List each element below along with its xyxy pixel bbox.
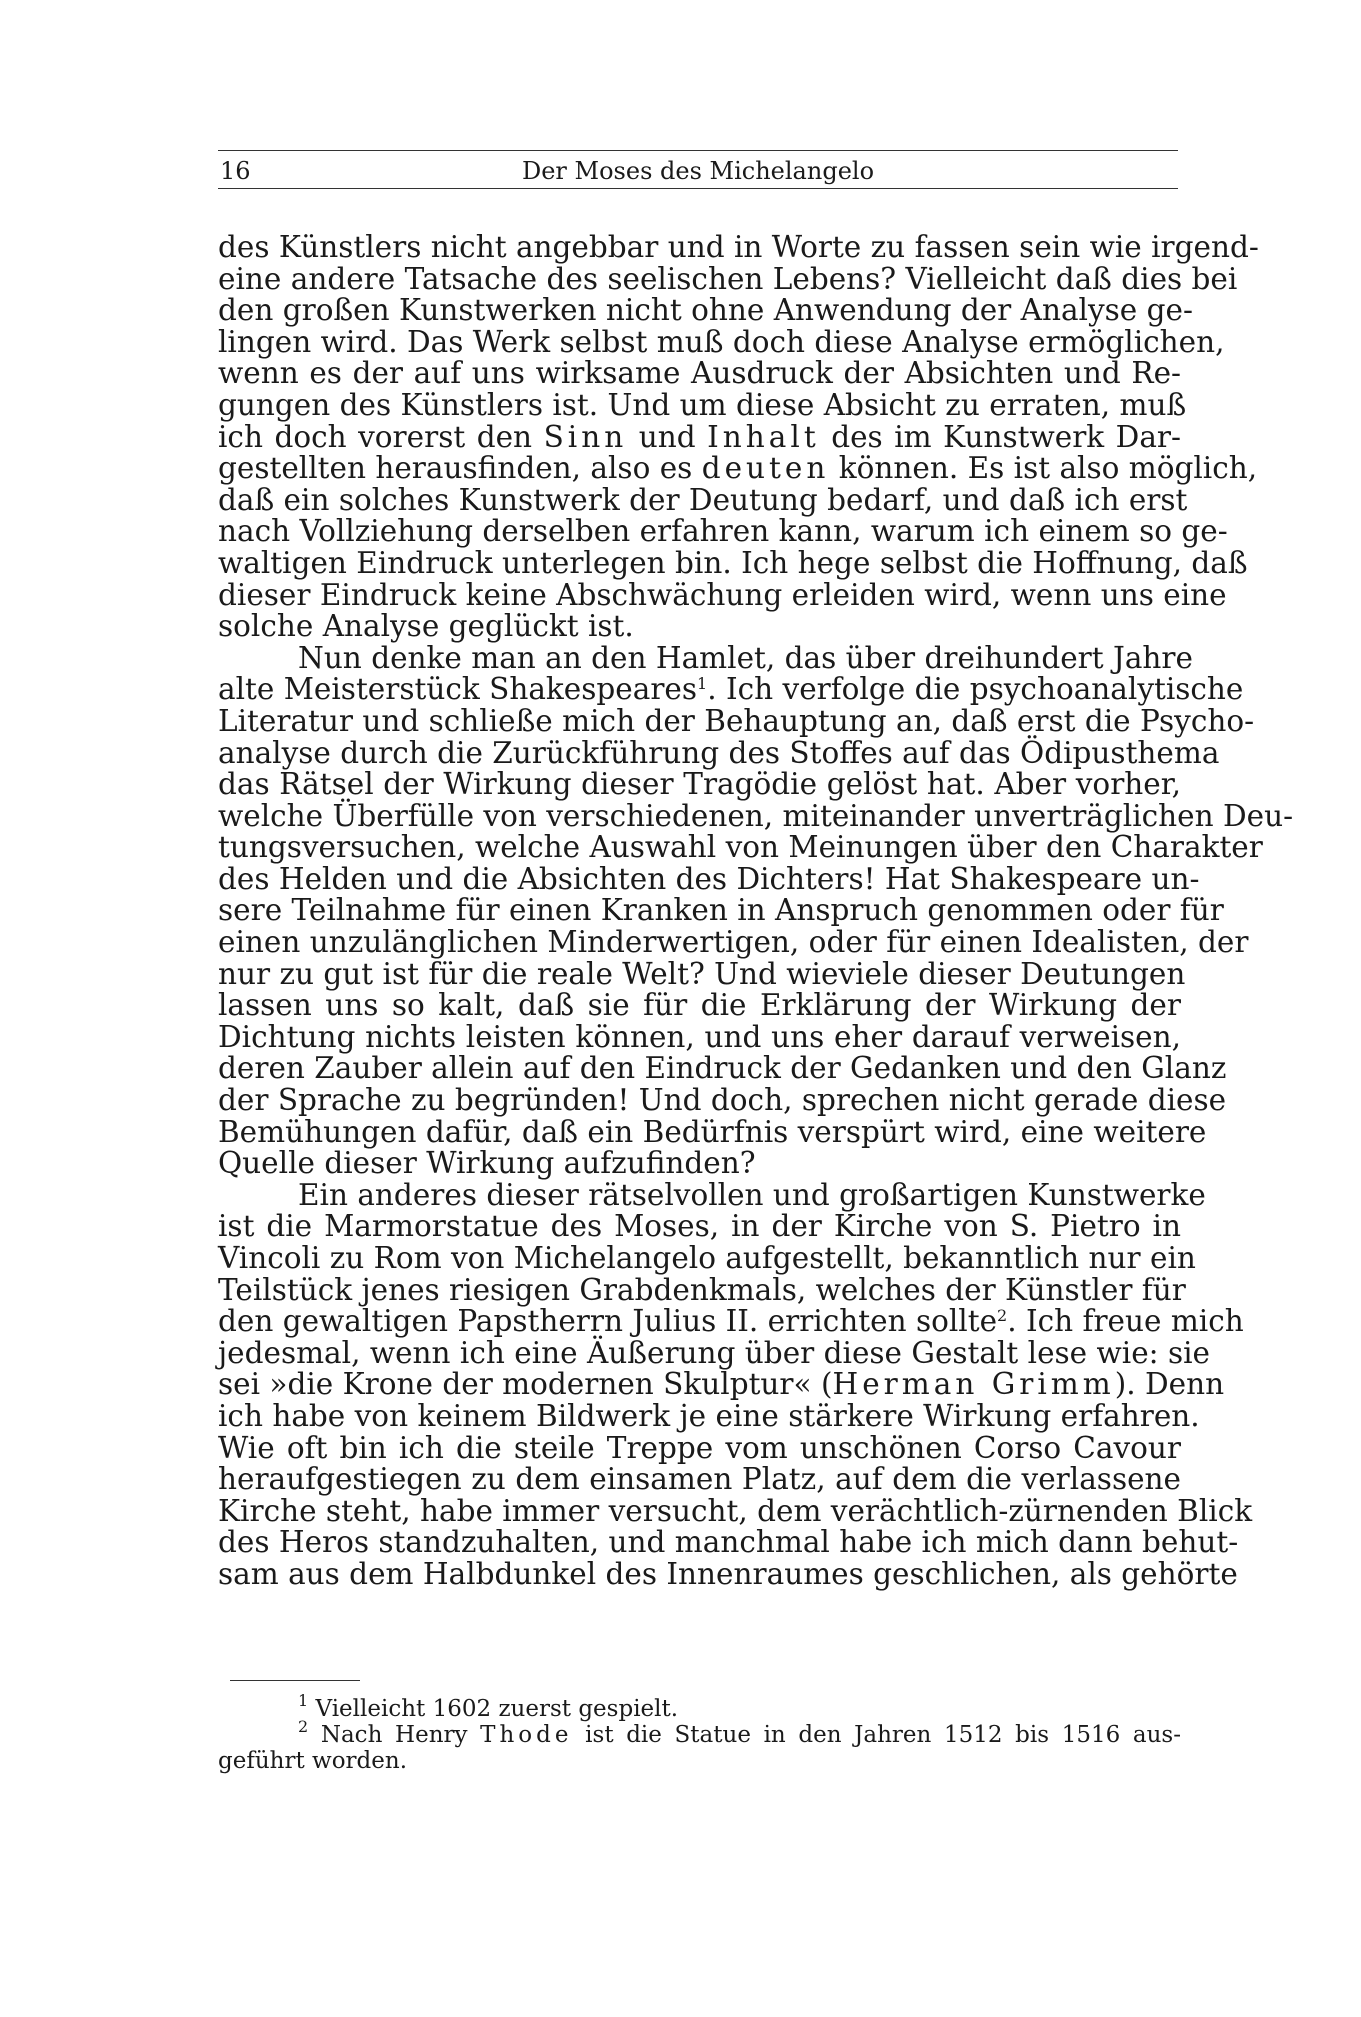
text-line: sere Teilnahme für einen Kranken in Anspruch genommen oder für (218, 893, 1224, 928)
text-line: eine andere Tatsache des seelischen Lebens? Vielleicht daß dies bei (218, 261, 1238, 296)
text-line: gestellten herausfinden, also es deuten können. Es ist also möglich, (218, 451, 1258, 486)
text-line: nach Vollziehung derselben erfahren kann, warum ich einem so ge- (218, 514, 1228, 549)
body-text (218, 230, 1294, 1591)
text-line: Nun denke man an den Hamlet, das über dreihundert Jahre (298, 640, 1193, 675)
text-line: welche Überfülle von verschiedenen, miteinander unverträglichen Deu- (218, 798, 1294, 833)
text-line: alte Meisterstück Shakespeares$^1$. Ich verfolge die psychoanalytische (218, 672, 1244, 707)
text-line: das Rätsel der Wirkung dieser Tragödie gelöst hat. Aber vorher, (218, 767, 1181, 802)
text-line: daß ein solches Kunstwerk der Deutung bedarf, und daß ich erst (218, 482, 1188, 517)
emphasis-deuten: deuten (701, 451, 830, 486)
text-line: deren Zauber allein auf den Eindruck der Gedanken und den Glanz (218, 1051, 1227, 1086)
footnote-1: $^1$ Vielleicht 1602 zuerst gespielt. (298, 1691, 679, 1722)
page-header (218, 150, 1178, 190)
text-line: tungsversuchen, welche Auswahl von Meinungen über den Charakter (218, 830, 1263, 865)
emphasis-sinn: Sinn (543, 419, 628, 454)
emphasis-herman-grimm: Herman Grimm (832, 1367, 1115, 1402)
text-line: Literatur und schließe mich der Behauptung an, daß erst die Psycho- (218, 703, 1255, 738)
text-line: sam aus dem Halbdunkel des Innenraumes geschlichen, als gehörte (218, 1556, 1238, 1591)
text-line: Teilstück jenes riesigen Grabdenkmals, welches der Künstler für (218, 1272, 1186, 1307)
text-line: wenn es der auf uns wirksame Ausdruck der Absichten und Re- (218, 356, 1181, 391)
text-line: waltigen Eindruck unterlegen bin. Ich hege selbst die Hoffnung, daß (218, 545, 1248, 580)
footnote-ref-2[interactable]: 2 (997, 1306, 1008, 1326)
page-number: 16 (220, 157, 251, 185)
text-line: Ein anderes dieser rätselvollen und großartigen Kunstwerke (298, 1177, 1206, 1212)
text-line: des Helden und die Absichten des Dichters! Hat Shakespeare un- (218, 861, 1200, 896)
text-line: Bemühungen dafür, daß ein Bedürfnis verspürt wird, eine weitere (218, 1114, 1207, 1149)
text-line: des Künstlers nicht angebbar und in Worte zu fassen sein wie irgend- (218, 230, 1259, 264)
text-line: den großen Kunstwerken nicht ohne Anwendung der Analyse ge- (218, 293, 1193, 328)
text-line: lassen uns so kalt, daß sie für die Erklärung der Wirkung der (218, 988, 1181, 1023)
footnote-2: $^2$ Nach Henry Thode ist die Statue in den Jahren 1512 bis 1516 aus- (298, 1717, 1181, 1748)
footnote-2-continuation: geführt worden. (218, 1748, 408, 1774)
text-line: analyse durch die Zurückführung des Stoffes auf das Ödipusthema (218, 735, 1220, 770)
header-rule-bottom (218, 188, 1178, 189)
text-line: dieser Eindruck keine Abschwächung erleiden wird, wenn uns eine (218, 577, 1227, 612)
text-line: einen unzulänglichen Minderwertigen, oder für einen Idealisten, der (218, 925, 1249, 960)
text-line: des Heros standzuhalten, und manchmal habe ich mich dann behut- (218, 1525, 1239, 1560)
text-line: Kirche steht, habe immer versucht, dem verächtlich-zürnenden Blick (218, 1493, 1253, 1528)
footnotes (218, 1691, 1181, 1774)
running-title: Der Moses des Michelangelo (521, 157, 875, 185)
text-line: Wie oft bin ich die steile Treppe vom unschönen Corso Cavour (218, 1430, 1181, 1465)
text-line: Vincoli zu Rom von Michelangelo aufgestellt, bekanntlich nur ein (218, 1241, 1196, 1275)
text-line: jedesmal, wenn ich eine Äußerung über diese Gestalt lese wie: sie (218, 1335, 1211, 1370)
text-line: ich habe von keinem Bildwerk je eine stärkere Wirkung erfahren. (218, 1398, 1200, 1433)
header-rule-top (218, 150, 1178, 151)
emphasis-inhalt: Inhalt (707, 419, 820, 454)
footnote-divider (230, 1680, 360, 1681)
text-line: gungen des Künstlers ist. Und um diese Absicht zu erraten, muß (218, 387, 1187, 422)
text-line: den gewaltigen Papstherrn Julius II. errichten sollte$^2$. Ich freue mich (218, 1304, 1244, 1339)
text-line: solche Analyse geglückt ist. (218, 609, 634, 644)
text-line: Quelle dieser Wirkung aufzufinden? (218, 1146, 756, 1181)
text-line: ist die Marmorstatue des Moses, in der Kirche von S. Pietro in (218, 1209, 1181, 1244)
text-line: sei »die Krone der modernen Skulptur« (Herman Grimm). Denn (218, 1367, 1225, 1402)
text-line: ich doch vorerst den Sinn und Inhalt des im Kunstwerk Dar- (218, 419, 1181, 454)
text-line: der Sprache zu begründen! Und doch, sprechen nicht gerade diese (218, 1083, 1227, 1118)
footnote-ref-1[interactable]: 1 (697, 674, 708, 694)
text-line: lingen wird. Das Werk selbst muß doch diese Analyse ermöglichen, (218, 324, 1225, 359)
text-line: heraufgestiegen zu dem einsamen Platz, auf dem die verlassene (218, 1462, 1181, 1497)
text-line: Dichtung nichts leisten können, und uns eher darauf verweisen, (218, 1019, 1181, 1054)
text-line: nur zu gut ist für die reale Welt? Und wieviele dieser Deutungen (218, 956, 1186, 991)
